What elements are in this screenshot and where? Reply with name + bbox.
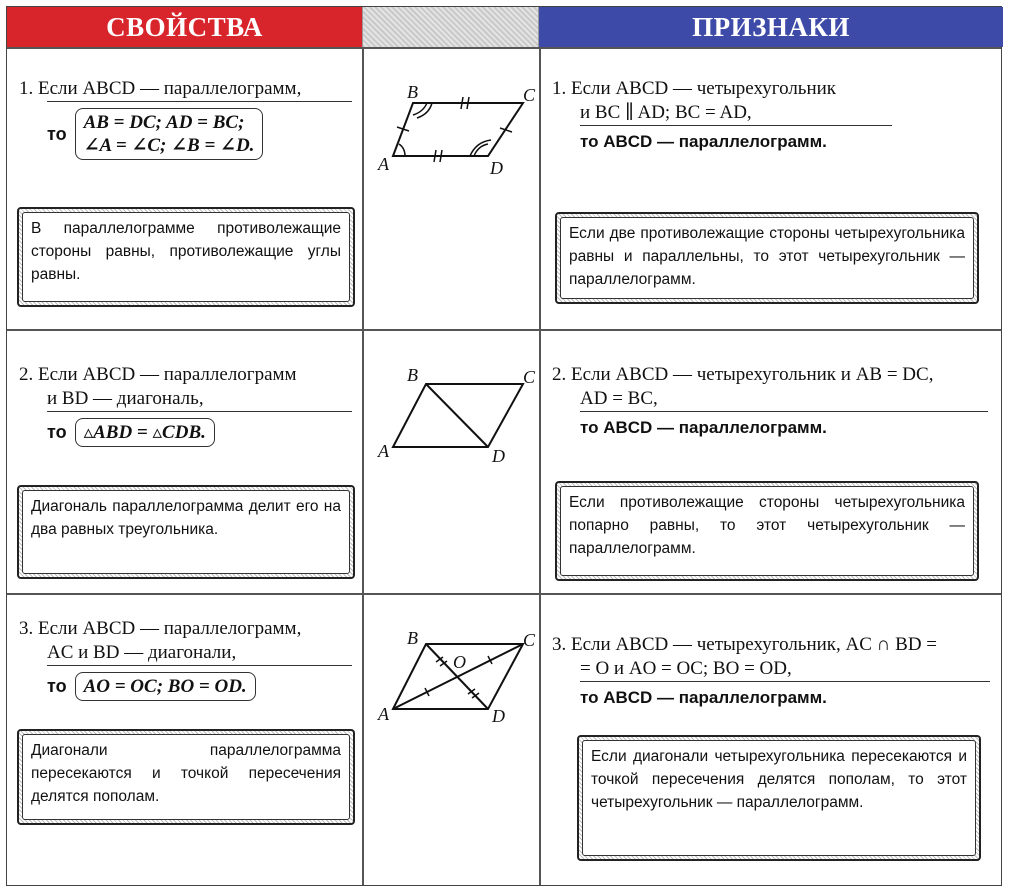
- criterion-1-summary-box: [555, 212, 979, 304]
- vertex-label: D: [492, 706, 505, 726]
- criterion-1-condition: 1. Если ABCD — четырехугольник: [552, 78, 837, 99]
- property-1-summary: В параллелограмме противолежащие стороны равны, противолежащие углы равны.: [22, 212, 350, 302]
- vertex-label: C: [523, 367, 536, 387]
- criterion-1-condition: и BC ∥ AD; BC = AD,: [580, 102, 752, 123]
- property-1-formula: [75, 108, 264, 160]
- property-3: [19, 617, 354, 701]
- formula-line: AB = DC; AD = BC;: [83, 112, 245, 134]
- property-1-condition: 1. Если ABCD — параллелограмм,: [19, 78, 302, 99]
- criterion-3-condition: = O и AO = OC; BO = OD,: [580, 658, 792, 679]
- property-2-condition: и BD — диагональ,: [47, 388, 204, 409]
- criterion-2-condition: 2. Если ABCD — четырехугольник и AB = DC,: [552, 364, 934, 385]
- to-word: то: [47, 676, 67, 697]
- figure-1: [363, 48, 539, 329]
- figure-header: [362, 7, 539, 47]
- property-2-formula: ▵ABD = ▵CDB.: [75, 418, 215, 447]
- side-tick: [467, 97, 469, 109]
- vertex-label: D: [492, 446, 505, 466]
- vertex-label: A: [378, 441, 389, 461]
- vertex-label: B: [407, 365, 418, 385]
- side-tick: [434, 150, 436, 162]
- vertex-label: D: [490, 158, 503, 178]
- criterion-2-summary-box: [555, 481, 979, 581]
- vertex-label: A: [378, 704, 389, 724]
- angle-b-mark: [417, 103, 432, 118]
- property-2: [19, 363, 354, 447]
- vertex-label: C: [523, 85, 536, 105]
- angle-a-mark: [399, 144, 405, 156]
- criterion-2-condition: AD = BC,: [580, 388, 658, 409]
- criterion-2-conclusion: то ABCD — параллелограмм.: [580, 418, 827, 438]
- property-3-condition: AC и BD — диагонали,: [47, 642, 237, 663]
- vertex-label: B: [407, 628, 418, 648]
- property-2-condition: 2. Если ABCD — параллелограмм: [19, 364, 297, 385]
- vertex-label: C: [523, 630, 536, 650]
- divider-rule: [47, 665, 352, 666]
- angle-d-mark: [474, 144, 488, 156]
- center-label: O: [453, 652, 466, 672]
- criterion-3-summary: Если диагонали четырехугольника пересекаются и точкой пересечения делятся пополам, то этот четырехугольник — параллелограмм.: [582, 740, 976, 856]
- property-2-summary: Диагональ параллелограмма делит его на два равных треугольника.: [22, 490, 350, 574]
- vertex-label: A: [378, 154, 389, 174]
- criterion-3-conclusion: то ABCD — параллелограмм.: [580, 688, 827, 708]
- property-3-condition: 3. Если ABCD — параллелограмм,: [19, 618, 302, 639]
- criterion-1: [552, 77, 992, 152]
- side-tick: [440, 150, 442, 162]
- divider-rule: [580, 125, 892, 126]
- properties-header: СВОЙСТВА: [7, 7, 362, 47]
- to-word: то: [47, 422, 67, 443]
- criterion-1-conclusion: то ABCD — параллелограмм.: [580, 132, 827, 152]
- divider-rule: [580, 411, 988, 412]
- criterion-2-summary: Если противолежащие стороны четырехугольника попарно равны, то этот четырехугольник — параллелограмм.: [560, 486, 974, 576]
- vertex-label: B: [407, 82, 418, 102]
- figure-2: [363, 330, 539, 593]
- formula-line: ∠A = ∠C; ∠B = ∠D.: [83, 135, 255, 157]
- criterion-2: [552, 363, 992, 438]
- property-1: [19, 77, 354, 160]
- property-3-summary-box: [17, 729, 355, 825]
- diagonal-bd: [426, 384, 488, 447]
- criterion-1-summary: Если две противолежащие стороны четырехугольника равны и параллельны, то этот четырехугольник — параллелограмм.: [560, 217, 974, 299]
- property-1-summary-box: [17, 207, 355, 307]
- property-2-summary-box: [17, 485, 355, 579]
- figure-3: [363, 594, 539, 886]
- side-tick: [461, 97, 463, 109]
- divider-rule: [47, 411, 352, 412]
- criteria-header: ПРИЗНАКИ: [539, 7, 1003, 47]
- theorem-table: [6, 6, 1002, 886]
- criterion-3-summary-box: [577, 735, 981, 861]
- property-3-summary: Диагонали параллелограмма пересекаются и точкой пересечения делятся пополам.: [22, 734, 350, 820]
- column-divider: [539, 47, 541, 885]
- divider-rule: [47, 101, 352, 102]
- property-3-formula: AO = OC; BO = OD.: [75, 672, 256, 701]
- divider-rule: [580, 681, 990, 682]
- criterion-3: [552, 633, 997, 708]
- criterion-3-condition: 3. Если ABCD — четырехугольник, AC ∩ BD =: [552, 634, 938, 655]
- to-word: то: [47, 123, 67, 144]
